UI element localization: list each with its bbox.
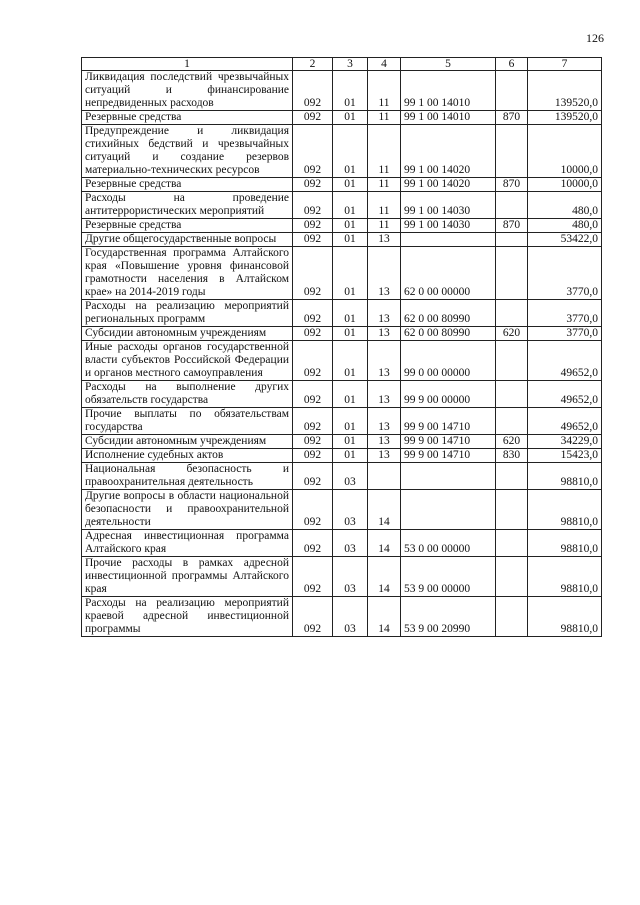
amount-cell: 34229,0: [528, 435, 602, 449]
row-name-cell: Расходы на реализацию мероприятий региональных программ: [82, 300, 293, 327]
expense-type-cell: [496, 300, 528, 327]
row-name-cell: Прочие расходы в рамках адресной инвестиционной программы Алтайского края: [82, 557, 293, 597]
amount-cell: 49652,0: [528, 408, 602, 435]
table-row: [82, 557, 602, 597]
row-name-cell: Адресная инвестиционная программа Алтайского края: [82, 530, 293, 557]
table-row: [82, 178, 602, 192]
amount-cell: 98810,0: [528, 463, 602, 490]
section-code-cell: 01: [333, 435, 368, 449]
row-name-cell: Расходы на реализацию мероприятий краевой адресной инвестиционной программы: [82, 597, 293, 637]
section-code-cell: 01: [333, 327, 368, 341]
subsection-code-cell: 11: [368, 71, 401, 111]
amount-cell: 98810,0: [528, 557, 602, 597]
target-article-cell: 62 0 00 00000: [401, 247, 496, 300]
ved-code-cell: 092: [293, 408, 333, 435]
header-cell: 5: [401, 58, 496, 71]
subsection-code-cell: 13: [368, 327, 401, 341]
section-code-cell: 01: [333, 408, 368, 435]
section-code-cell: 01: [333, 341, 368, 381]
target-article-cell: 99 1 00 14030: [401, 219, 496, 233]
expense-type-cell: [496, 408, 528, 435]
amount-cell: 139520,0: [528, 111, 602, 125]
ved-code-cell: 092: [293, 557, 333, 597]
subsection-code-cell: 13: [368, 408, 401, 435]
row-name-cell: Субсидии автономным учреждениям: [82, 435, 293, 449]
row-name-cell: Субсидии автономным учреждениям: [82, 327, 293, 341]
row-name-cell: Другие общегосударственные вопросы: [82, 233, 293, 247]
expense-type-cell: [496, 125, 528, 178]
subsection-code-cell: 14: [368, 597, 401, 637]
subsection-code-cell: 13: [368, 247, 401, 300]
expense-type-cell: [496, 233, 528, 247]
subsection-code-cell: 11: [368, 111, 401, 125]
header-cell: 4: [368, 58, 401, 71]
expense-type-cell: 870: [496, 219, 528, 233]
ved-code-cell: 092: [293, 125, 333, 178]
subsection-code-cell: 13: [368, 435, 401, 449]
expense-type-cell: [496, 557, 528, 597]
section-code-cell: 03: [333, 557, 368, 597]
expense-type-cell: 870: [496, 111, 528, 125]
ved-code-cell: 092: [293, 233, 333, 247]
amount-cell: 3770,0: [528, 300, 602, 327]
row-name-cell: Другие вопросы в области национальной безопасности и правоохранительной деятельности: [82, 490, 293, 530]
subsection-code-cell: 13: [368, 233, 401, 247]
section-code-cell: 01: [333, 178, 368, 192]
subsection-code-cell: 13: [368, 300, 401, 327]
header-cell: 1: [82, 58, 293, 71]
table-row: [82, 341, 602, 381]
target-article-cell: 99 1 00 14030: [401, 192, 496, 219]
ved-code-cell: 092: [293, 435, 333, 449]
ved-code-cell: 092: [293, 530, 333, 557]
ved-code-cell: 092: [293, 71, 333, 111]
section-code-cell: 01: [333, 449, 368, 463]
table-row: [82, 597, 602, 637]
target-article-cell: 99 1 00 14020: [401, 125, 496, 178]
table-row: [82, 490, 602, 530]
budget-table: [81, 57, 602, 637]
section-code-cell: 01: [333, 71, 368, 111]
amount-cell: 98810,0: [528, 597, 602, 637]
ved-code-cell: 092: [293, 327, 333, 341]
table-row: [82, 463, 602, 490]
table-row: [82, 247, 602, 300]
target-article-cell: 99 9 00 00000: [401, 381, 496, 408]
expense-type-cell: [496, 247, 528, 300]
section-code-cell: 01: [333, 381, 368, 408]
amount-cell: 49652,0: [528, 341, 602, 381]
subsection-code-cell: 14: [368, 530, 401, 557]
subsection-code-cell: 14: [368, 557, 401, 597]
expense-type-cell: 870: [496, 178, 528, 192]
expense-type-cell: [496, 381, 528, 408]
subsection-code-cell: 13: [368, 381, 401, 408]
table-row: [82, 530, 602, 557]
ved-code-cell: 092: [293, 597, 333, 637]
table-row: [82, 125, 602, 178]
table-row: [82, 327, 602, 341]
target-article-cell: 99 1 00 14010: [401, 111, 496, 125]
amount-cell: 3770,0: [528, 327, 602, 341]
expense-type-cell: [496, 192, 528, 219]
ved-code-cell: 092: [293, 247, 333, 300]
table-row: [82, 233, 602, 247]
row-name-cell: Расходы на выполнение других обязательств государства: [82, 381, 293, 408]
row-name-cell: Предупреждение и ликвидация стихийных бедствий и чрезвычайных ситуаций и создание резервов материально-технических ресурсов: [82, 125, 293, 178]
target-article-cell: 99 0 00 00000: [401, 341, 496, 381]
expense-type-cell: [496, 490, 528, 530]
table-row: [82, 71, 602, 111]
amount-cell: 480,0: [528, 192, 602, 219]
amount-cell: 98810,0: [528, 530, 602, 557]
expense-type-cell: [496, 463, 528, 490]
ved-code-cell: 092: [293, 490, 333, 530]
section-code-cell: 01: [333, 192, 368, 219]
subsection-code-cell: 11: [368, 178, 401, 192]
section-code-cell: 01: [333, 125, 368, 178]
row-name-cell: Расходы на проведение антитеррористических мероприятий: [82, 192, 293, 219]
section-code-cell: 03: [333, 490, 368, 530]
section-code-cell: 01: [333, 247, 368, 300]
subsection-code-cell: 14: [368, 490, 401, 530]
amount-cell: 98810,0: [528, 490, 602, 530]
expense-type-cell: [496, 341, 528, 381]
target-article-cell: 53 9 00 00000: [401, 557, 496, 597]
subsection-code-cell: 11: [368, 219, 401, 233]
expense-type-cell: 620: [496, 327, 528, 341]
row-name-cell: Ликвидация последствий чрезвычайных ситуаций и финансирование непредвиденных расходов: [82, 71, 293, 111]
ved-code-cell: 092: [293, 111, 333, 125]
target-article-cell: [401, 463, 496, 490]
subsection-code-cell: [368, 463, 401, 490]
table-row: [82, 435, 602, 449]
amount-cell: 3770,0: [528, 247, 602, 300]
section-code-cell: 03: [333, 597, 368, 637]
header-cell: 2: [293, 58, 333, 71]
target-article-cell: 99 9 00 14710: [401, 435, 496, 449]
target-article-cell: 99 9 00 14710: [401, 449, 496, 463]
ved-code-cell: 092: [293, 300, 333, 327]
table-row: [82, 300, 602, 327]
expense-type-cell: [496, 597, 528, 637]
row-name-cell: Иные расходы органов государственной власти субъектов Российской Федерации и органов местного самоуправления: [82, 341, 293, 381]
section-code-cell: 03: [333, 463, 368, 490]
amount-cell: 10000,0: [528, 178, 602, 192]
table-row: [82, 219, 602, 233]
target-article-cell: [401, 233, 496, 247]
row-name-cell: Национальная безопасность и правоохранительная деятельность: [82, 463, 293, 490]
ved-code-cell: 092: [293, 341, 333, 381]
subsection-code-cell: 11: [368, 125, 401, 178]
amount-cell: 49652,0: [528, 381, 602, 408]
target-article-cell: 53 0 00 00000: [401, 530, 496, 557]
section-code-cell: 01: [333, 219, 368, 233]
row-name-cell: Прочие выплаты по обязательствам государства: [82, 408, 293, 435]
amount-cell: 10000,0: [528, 125, 602, 178]
target-article-cell: 53 9 00 20990: [401, 597, 496, 637]
amount-cell: 480,0: [528, 219, 602, 233]
expense-type-cell: [496, 530, 528, 557]
header-cell: 6: [496, 58, 528, 71]
ved-code-cell: 092: [293, 449, 333, 463]
row-name-cell: Резервные средства: [82, 178, 293, 192]
table-row: [82, 408, 602, 435]
row-name-cell: Исполнение судебных актов: [82, 449, 293, 463]
target-article-cell: 62 0 00 80990: [401, 327, 496, 341]
expense-type-cell: [496, 71, 528, 111]
header-cell: 7: [528, 58, 602, 71]
target-article-cell: 99 9 00 14710: [401, 408, 496, 435]
expense-type-cell: 620: [496, 435, 528, 449]
subsection-code-cell: 13: [368, 449, 401, 463]
table-row: [82, 111, 602, 125]
ved-code-cell: 092: [293, 219, 333, 233]
table-row: [82, 449, 602, 463]
section-code-cell: 03: [333, 530, 368, 557]
table-row: [82, 192, 602, 219]
target-article-cell: 99 1 00 14010: [401, 71, 496, 111]
ved-code-cell: 092: [293, 178, 333, 192]
ved-code-cell: 092: [293, 381, 333, 408]
target-article-cell: 99 1 00 14020: [401, 178, 496, 192]
amount-cell: 15423,0: [528, 449, 602, 463]
subsection-code-cell: 11: [368, 192, 401, 219]
row-name-cell: Резервные средства: [82, 219, 293, 233]
page-number: 126: [586, 31, 604, 45]
section-code-cell: 01: [333, 111, 368, 125]
target-article-cell: 62 0 00 80990: [401, 300, 496, 327]
amount-cell: 139520,0: [528, 71, 602, 111]
ved-code-cell: 092: [293, 192, 333, 219]
target-article-cell: [401, 490, 496, 530]
row-name-cell: Резервные средства: [82, 111, 293, 125]
section-code-cell: 01: [333, 300, 368, 327]
amount-cell: 53422,0: [528, 233, 602, 247]
expense-type-cell: 830: [496, 449, 528, 463]
ved-code-cell: 092: [293, 463, 333, 490]
subsection-code-cell: 13: [368, 341, 401, 381]
header-cell: 3: [333, 58, 368, 71]
section-code-cell: 01: [333, 233, 368, 247]
table-row: [82, 381, 602, 408]
table-header-row: [82, 58, 602, 71]
row-name-cell: Государственная программа Алтайского края «Повышение уровня финансовой грамотности населения в Алтайском крае» на 2014-2019 годы: [82, 247, 293, 300]
